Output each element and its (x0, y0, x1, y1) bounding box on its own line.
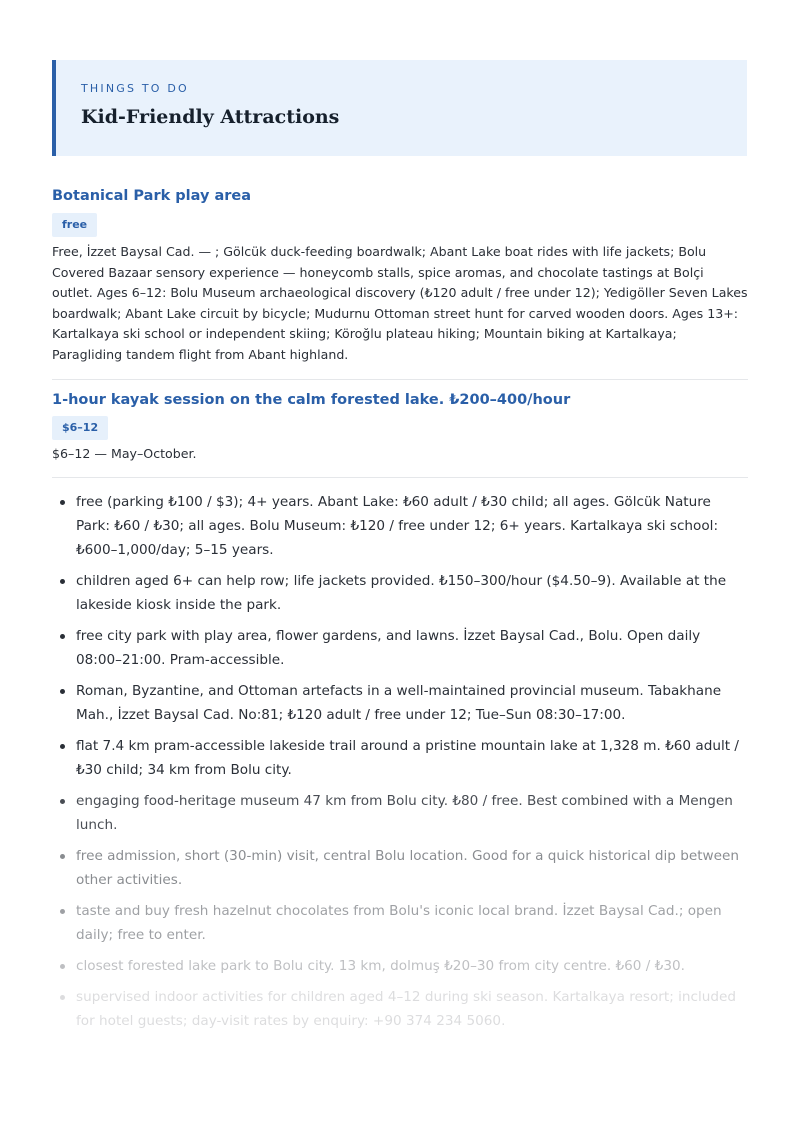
header-eyebrow: THINGS TO DO (81, 82, 189, 95)
list-item: flat 7.4 km pram-accessible lakeside trail around a pristine mountain lake at 1,328 m. ₺60 adult / ₺30 child; 34 km from Bolu city. (52, 734, 748, 782)
list-item: closest forested lake park to Bolu city. 13 km, dolmuş ₺20–30 from city centre. ₺60 / ₺30. (52, 954, 748, 978)
page-title: Kid-Friendly Attractions (81, 106, 340, 128)
list-item: free city park with play area, flower gardens, and lawns. İzzet Baysal Cad., Bolu. Open daily 08:00–21:00. Pram-accessible. (52, 624, 748, 672)
divider (52, 379, 748, 380)
section-header (52, 60, 747, 156)
attraction-detail-list (52, 490, 748, 1040)
attraction-title-kayak: 1-hour kayak session on the calm forested lake. ₺200–400/hour (52, 392, 571, 408)
price-badge: $6–12 (52, 416, 108, 440)
divider (52, 477, 748, 478)
list-item: supervised indoor activities for children aged 4–12 during ski season. Kartalkaya resort; included for hotel guests; day-visit rates by enquiry: +90 374 234 5060. (52, 985, 748, 1033)
price-badge: free (52, 213, 97, 237)
list-item: Roman, Byzantine, and Ottoman artefacts in a well-maintained provincial museum. Tabakhane Mah., İzzet Baysal Cad. No:81; ₺120 adult / free under 12; Tue–Sun 08:30–17:00. (52, 679, 748, 727)
list-item: free (parking ₺100 / $3); 4+ years. Abant Lake: ₺60 adult / ₺30 child; all ages. Gölcük Nature Park: ₺60 / ₺30; all ages. Bolu Museum: ₺120 / free under 12; 6+ years. Kartalkaya ski school: ₺600–1,000/day; 5–15 years. (52, 490, 748, 562)
attraction-title-botanical-park: Botanical Park play area (52, 188, 252, 204)
attraction-description: Free, İzzet Baysal Cad. — ; Gölcük duck-feeding boardwalk; Abant Lake boat rides with life jackets; Bolu Covered Bazaar sensory experience — honeycomb stalls, spice aromas, and chocolate tastings at Bolçi outlet. Ages 6–12: Bolu Museum archaeological discovery (₺120 adult / free under 12); Yedigöller Seven Lakes boardwalk; Abant Lake circuit by bicycle; Mudurnu Ottoman street hunt for carved wooden doors. Ages 13+: Kartalkaya ski school or independent skiing; Köroğlu plateau hiking; Mountain biking at Kartalkaya; Paragliding tandem flight from Abant highland. (52, 244, 748, 362)
list-item: free admission, short (30-min) visit, central Bolu location. Good for a quick historical dip between other activities. (52, 844, 748, 892)
list-item: taste and buy fresh hazelnut chocolates from Bolu's iconic local brand. İzzet Baysal Cad.; open daily; free to enter. (52, 899, 748, 947)
attraction-description: $6–12 — May–October. (52, 446, 197, 461)
list-item: engaging food-heritage museum 47 km from Bolu city. ₺80 / free. Best combined with a Mengen lunch. (52, 789, 748, 837)
list-item: children aged 6+ can help row; life jackets provided. ₺150–300/hour ($4.50–9). Available at the lakeside kiosk inside the park. (52, 569, 748, 617)
